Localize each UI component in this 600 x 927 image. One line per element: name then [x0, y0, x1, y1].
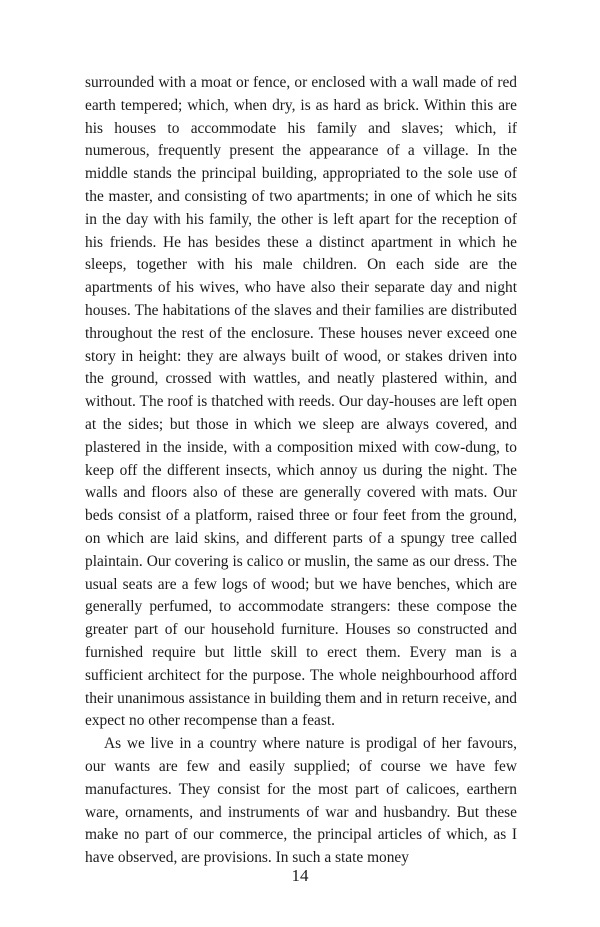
page-number: 14	[291, 866, 309, 885]
paragraph-commerce: As we live in a country where nature is prodigal of her favours, our wants are few and easily supplied; of course we have few manufactures. They consist for the most part of calicoes, earthern ware, ornaments, and instruments of war and husbandry. But these make no part of our commerce, the principal articles of which, as I have observed, are provisions. In such a state money	[85, 735, 517, 867]
body-text	[85, 72, 517, 870]
paragraph-continued: surrounded with a moat or fence, or enclosed with a wall made of red earth tempered; which, when dry, is as hard as brick. Within this are his houses to accommodate his family and slaves; which, if numerous, frequently present the appearance of a village. In the middle stands the principal building, appropriated to the sole use of the master, and consisting of two apartments; in one of which he sits in the day with his family, the other is left apart for the reception of his friends. He has besides these a distinct apartment in which he sleeps, together with his male children. On each side are the apartments of his wives, who have also their separate day and night houses. The habitations of the slaves and their families are distributed throughout the rest of the enclosure. These houses never exceed one story in height: they are always built of wood, or stakes driven into the ground, crossed with wattles, and neatly plastered within, and without. The roof is thatched with reeds. Our day-houses are left open at the sides; but those in which we sleep are always covered, and plastered in the inside, with a composition mixed with cow-dung, to keep off the different insects, which annoy us during the night. The walls and floors also of these are generally covered with mats. Our beds consist of a platform, raised three or four feet from the ground, on which are laid skins, and different parts of a spungy tree called plaintain. Our covering is calico or muslin, the same as our dress. The usual seats are a few logs of wood; but we have benches, which are generally perfumed, to accommodate strangers: these compose the greater part of our household furniture. Houses so constructed and furnished require but little skill to erect them. Every man is a sufficient architect for the purpose. The whole neighbourhood afford their unanimous assistance in building them and in return receive, and expect no other recompense than a feast.	[85, 74, 517, 730]
